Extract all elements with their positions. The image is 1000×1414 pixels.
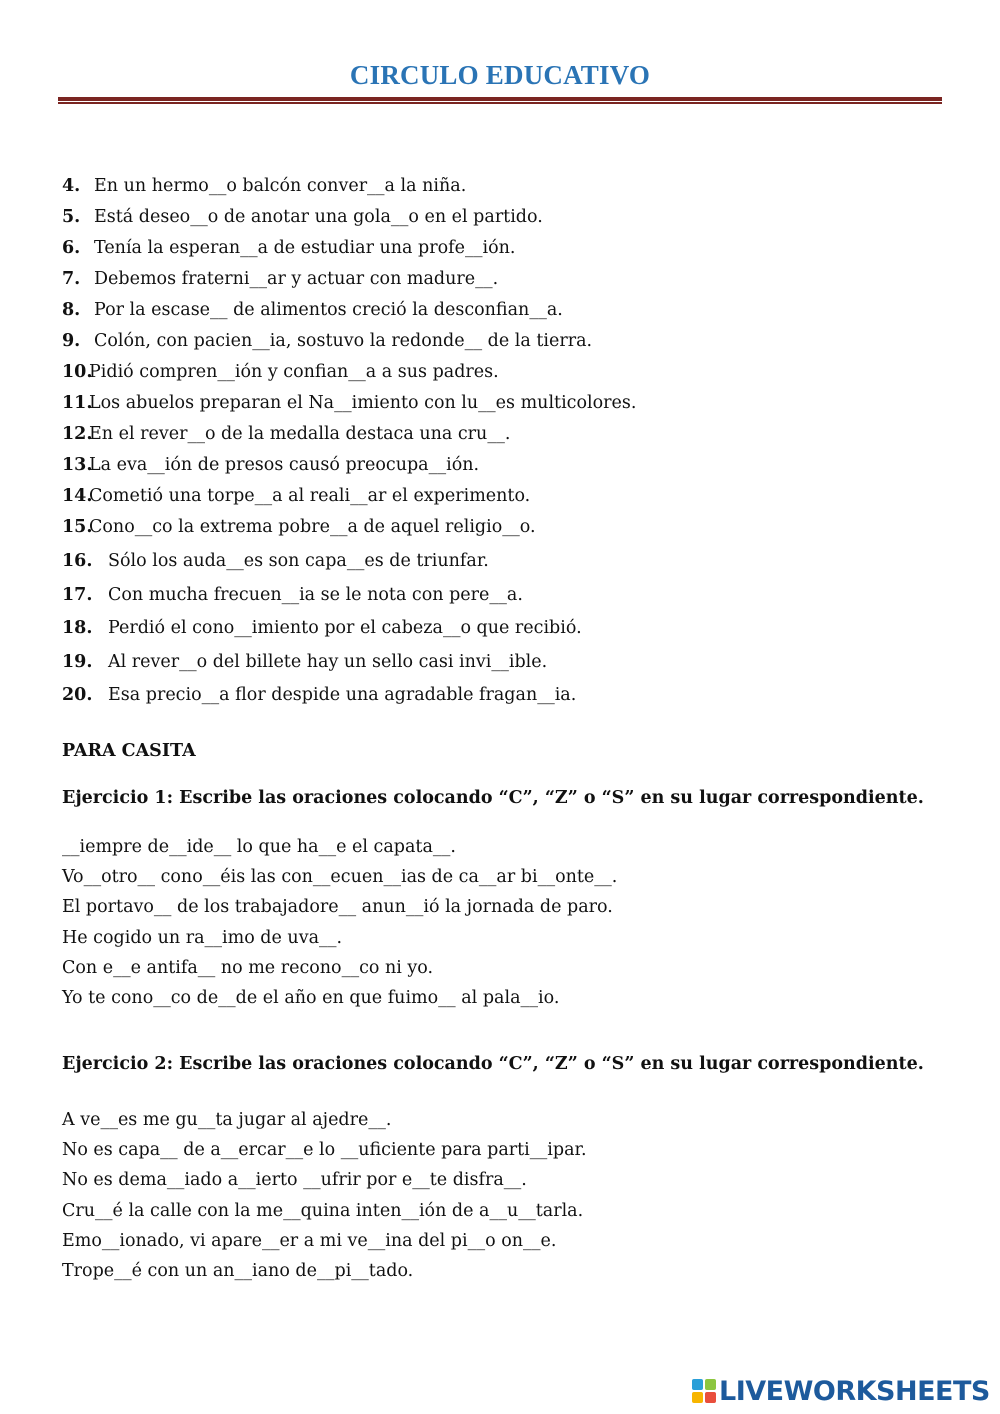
list-item <box>62 651 548 673</box>
list-item <box>62 237 516 259</box>
item-text: Cono__co la extrema pobre__a de aquel religio__o. <box>89 517 536 537</box>
page-title: CIRCULO EDUCATIVO <box>349 60 651 90</box>
item-text: La eva__ión de presos causó preocupa__ión. <box>89 455 480 475</box>
item-text: Tenía la esperan__a de estudiar una profe__ión. <box>94 238 516 258</box>
list-item <box>62 617 582 639</box>
header-rule <box>58 97 942 101</box>
sentence-line: Con e__e antifa__ no me recono__co ni yo. <box>62 957 434 978</box>
list-item <box>62 361 499 383</box>
item-text: Sólo los auda__es son capa__es de triunfar. <box>108 551 489 571</box>
item-number: 5. <box>62 207 81 227</box>
sentence-line: El portavo__ de los trabajadore__ anun__ió la jornada de paro. <box>62 897 613 918</box>
item-number: 19. <box>62 651 93 672</box>
list-item <box>62 454 480 476</box>
item-text: Debemos fraterni__ar y actuar con madure__. <box>94 269 499 289</box>
item-text: Colón, con pacien__ia, sostuvo la redonde__ de la tierra. <box>94 331 593 351</box>
item-number: 4. <box>62 176 81 196</box>
item-number: 6. <box>62 238 81 258</box>
list-item <box>62 175 467 197</box>
sentence-line: He cogido un ra__imo de uva__. <box>62 927 343 948</box>
item-number: 14. <box>62 486 93 506</box>
sentence-line: Cru__é la calle con la me__quina inten__ión de a__u__tarla. <box>62 1200 584 1221</box>
list-item <box>62 299 563 321</box>
item-number: 10. <box>62 362 93 382</box>
item-number: 16. <box>62 551 93 571</box>
item-text: Con mucha frecuen__ia se le nota con pere__a. <box>108 584 523 605</box>
list-item <box>62 684 577 706</box>
list-item <box>62 392 637 414</box>
list-item <box>62 516 536 538</box>
list-item <box>62 550 489 572</box>
header-rule-thin <box>58 102 942 104</box>
sentence-line: A ve__es me gu__ta jugar al ajedre__. <box>62 1110 392 1130</box>
list-item <box>62 584 523 606</box>
list-item <box>62 206 543 228</box>
item-text: Pidió compren__ión y confian__a a sus padres. <box>89 362 499 382</box>
item-text: Los abuelos preparan el Na__imiento con lu__es multicolores. <box>89 393 637 413</box>
item-number: 8. <box>62 300 81 320</box>
exercise1-title: Ejercicio 1: Escribe las oraciones colocando “C”, “Z” o “S” en su lugar correspondiente. <box>62 788 924 808</box>
liveworksheets-logo-icon <box>692 1379 716 1403</box>
item-text: Está deseo__o de anotar una gola__o en el partido. <box>94 207 543 227</box>
sentence-line: __iempre de__ide__ lo que ha__e el capata__. <box>62 837 456 857</box>
item-text: Cometió una torpe__a al reali__ar el experimento. <box>89 486 531 506</box>
item-text: En un hermo__o balcón conver__a la niña. <box>94 176 467 196</box>
item-number: 13. <box>62 455 93 475</box>
item-text: Al rever__o del billete hay un sello casi invi__ible. <box>108 651 548 672</box>
sentence-line: Emo__ionado, vi apare__er a mi ve__ina del pi__o on__e. <box>62 1230 557 1251</box>
item-number: 12. <box>62 424 93 444</box>
item-number: 11. <box>62 393 93 413</box>
item-text: Por la escase__ de alimentos creció la desconfian__a. <box>94 300 563 320</box>
sentence-line: Trope__é con un an__iano de__pi__tado. <box>62 1261 414 1281</box>
list-item <box>62 485 531 507</box>
item-number: 15. <box>62 517 93 537</box>
logo-text: LIVEWORKSHEETS <box>719 1375 990 1407</box>
exercise2-title: Ejercicio 2: Escribe las oraciones colocando “C”, “Z” o “S” en su lugar correspondiente. <box>62 1054 924 1074</box>
item-number: 18. <box>62 618 93 638</box>
homework-title: PARA CASITA <box>62 741 196 761</box>
item-text: Perdió el cono__imiento por el cabeza__o que recibió. <box>108 618 582 638</box>
list-item <box>62 330 593 352</box>
sentence-line: No es dema__iado a__ierto __ufrir por e__te disfra__. <box>62 1170 527 1191</box>
sentence-line: Vo__otro__ cono__éis las con__ecuen__ias de ca__ar bi__onte__. <box>62 867 618 888</box>
liveworksheets-logo <box>692 1376 992 1406</box>
list-item <box>62 268 499 290</box>
item-number: 7. <box>62 269 81 289</box>
item-number: 17. <box>62 584 93 605</box>
item-text: En el rever__o de la medalla destaca una cru__. <box>89 424 511 444</box>
item-number: 9. <box>62 331 81 351</box>
item-text: Esa precio__a flor despide una agradable fragan__ia. <box>108 685 577 705</box>
list-item <box>62 423 511 445</box>
sentence-line: No es capa__ de a__ercar__e lo __uficiente para parti__ipar. <box>62 1140 587 1161</box>
item-number: 20. <box>62 685 93 705</box>
sentence-line: Yo te cono__co de__de el año en que fuimo__ al pala__io. <box>62 988 560 1008</box>
